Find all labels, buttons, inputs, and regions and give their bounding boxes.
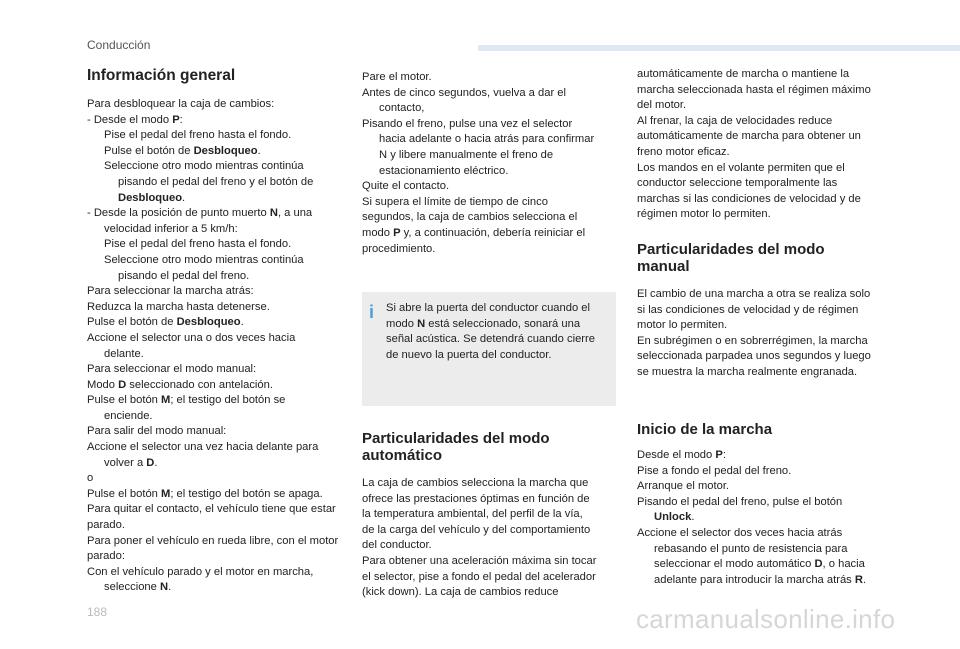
heading-informacion-general: Información general [87, 67, 236, 84]
text-line: Al frenar, la caja de velocidades reduce [637, 114, 833, 127]
bullet-line: Seleccione otro modo mientras continúa [104, 160, 304, 173]
text-line: N y libere manualmente el freno de [379, 148, 554, 161]
text-line: Si supera el límite de tiempo de cinco [362, 195, 548, 208]
header-bar [478, 45, 960, 51]
text-line: delante. [104, 347, 144, 360]
text-line: segundos, la caja de cambios selecciona el [362, 211, 578, 224]
text-line: La caja de cambios selecciona la marcha que [362, 477, 589, 489]
text-line: volver a D. [104, 456, 158, 469]
text-line: pisando el pedal del freno. [118, 269, 250, 282]
bullet-line: Pulse el botón de Desbloqueo. [104, 144, 261, 157]
text-line: modo P y, a continuación, debería reiniciar el [362, 226, 586, 239]
text-line: adelante para introducir la marcha atrás R. [654, 573, 867, 586]
column-2 [362, 70, 617, 257]
bullet-line: Quite el contacto. [362, 180, 450, 193]
heading-automatico-2: automático [362, 447, 443, 464]
note-line: de nuevo la puerta del conductor. [386, 348, 552, 361]
text-line: marchas si las condiciones de velocidad y de [637, 192, 861, 205]
text-line: (kick down). La caja de cambios reduce [362, 586, 559, 599]
bullet-line: Pisando el freno, pulse una vez el selector [362, 117, 573, 130]
column-1 [87, 66, 352, 596]
text-line: contacto, [379, 102, 425, 115]
text-line: marcha seleccionada hasta el régimen máximo [637, 83, 871, 96]
text-line: estacionamiento eléctrico. [379, 164, 509, 177]
text-line: del conductor. [362, 539, 432, 552]
text-line: Desbloqueo. [118, 191, 186, 204]
section-inicio [637, 421, 895, 588]
bullet-line: Pisando el pedal del freno, pulse el botón [637, 495, 843, 508]
text-line: parado. [87, 519, 125, 532]
bullet-line: Con el vehículo parado y el motor en marcha, [87, 565, 314, 578]
bullet-line: Pise el pedal del freno hasta el fondo. [104, 129, 292, 142]
text-line: enciende. [104, 409, 153, 422]
bullet-line: Antes de cinco segundos, vuelva a dar el [362, 86, 566, 99]
note-line: Si abre la puerta del conductor cuando el [386, 302, 590, 314]
text-line: velocidad inferior a 5 km/h: [104, 222, 238, 235]
text-line: Para seleccionar el modo manual: [87, 363, 257, 376]
text-line: si las condiciones de velocidad y de régimen [637, 303, 859, 316]
column-3 [637, 67, 895, 223]
bullet-line: Seleccione otro modo mientras continúa [104, 253, 304, 266]
text-line: Para obtener una aceleración máxima sin tocar [362, 554, 597, 567]
note-line: modo N está seleccionado, sonará una [386, 317, 581, 330]
bullet-line: Accione el selector una o dos veces hacia [87, 331, 296, 344]
section-header: Conducción [87, 38, 151, 52]
bullet-line: Arranque el motor. [637, 480, 730, 493]
text-line: del motor. [637, 99, 687, 112]
text-line: el selector, pise a fondo el pedal del acelerador [362, 570, 596, 583]
text-line: o [87, 472, 94, 485]
text-line: Para salir del modo manual: [87, 425, 227, 438]
text-line: automáticamente de marcha para obtener un [637, 130, 861, 143]
heading-manual-2: manual [637, 258, 690, 275]
heading-manual-1: Particularidades del modo [637, 241, 825, 258]
bullet-line: Pise a fondo el pedal del freno. [637, 464, 792, 477]
text-line: seleccione N. [104, 581, 172, 594]
bullet-line: Pare el motor. [362, 71, 432, 83]
text-line: régimen motor lo permiten. [637, 208, 771, 221]
text-line: - Desde el modo P: [87, 113, 183, 126]
info-icon: i [369, 302, 375, 322]
section-manual [637, 241, 895, 381]
text-line: de la carga del vehículo y del comportamiento [362, 523, 591, 536]
heading-inicio-de-la-marcha: Inicio de la marcha [637, 421, 773, 438]
bullet-line: Pulse el botón de Desbloqueo. [87, 316, 244, 329]
note-line: señal acústica. Se detendrá cuando cierre [386, 333, 595, 346]
text-line: - Desde la posición de punto muerto N, a una [87, 207, 313, 220]
text-line: conductor seleccione temporalmente las [637, 177, 838, 190]
text-line: se muestra la marcha realmente engranada. [637, 365, 858, 378]
text-line: Los mandos en el volante permiten que el [637, 161, 845, 174]
bullet-line: Modo D seleccionado con antelación. [87, 378, 273, 391]
watermark: carmanualsonline.info [636, 604, 896, 634]
section-automatico [362, 430, 617, 601]
text-line: procedimiento. [362, 242, 436, 255]
text-line: seleccionada parpadea unos segundos y luego [637, 350, 871, 363]
text-line: parado: [87, 550, 125, 563]
info-note [362, 292, 616, 406]
bullet-line: Pise el pedal del freno hasta el fondo. [104, 238, 292, 251]
text-line: El cambio de una marcha a otra se realiza solo [637, 288, 871, 300]
page-number: 188 [87, 605, 108, 619]
text-line: Desde el modo P: [637, 449, 726, 461]
text-line: automáticamente de marcha o mantiene la [637, 68, 850, 80]
text-line: hacia adelante o hacia atrás para confirmar [379, 133, 595, 146]
text-line: En subrégimen o en sobrerrégimen, la marcha [637, 334, 868, 347]
bullet-line: Accione el selector una vez hacia delante para [87, 441, 319, 454]
text-line: Para desbloquear la caja de cambios: [87, 98, 275, 110]
bullet-line: Pulse el botón M; el testigo del botón se [87, 394, 286, 407]
text-line: Para quitar el contacto, el vehículo tiene que estar [87, 503, 336, 516]
text-line: ofrece las prestaciones óptimas en función de [362, 492, 590, 505]
text-line: Unlock. [654, 511, 695, 524]
text-line: pisando el pedal del freno y el botón de [118, 175, 314, 188]
heading-automatico-1: Particularidades del modo [362, 430, 550, 447]
text-line: seleccionar el modo automático D, o hacia [654, 558, 865, 571]
bullet-line: Reduzca la marcha hasta detenerse. [87, 300, 270, 313]
bullet-line: Pulse el botón M; el testigo del botón se apaga. [87, 487, 323, 500]
text-line: rebasando el punto de resistencia para [654, 542, 848, 555]
text-line: motor lo permiten. [637, 319, 728, 332]
text-line: Para seleccionar la marcha atrás: [87, 285, 254, 298]
text-line: freno motor eficaz. [637, 145, 730, 158]
bullet-line: Accione el selector dos veces hacia atrás [637, 526, 843, 539]
text-line: Para poner el vehículo en rueda libre, con el motor [87, 534, 339, 547]
text-line: la temperatura ambiental, del perfil de la vía, [362, 508, 583, 521]
